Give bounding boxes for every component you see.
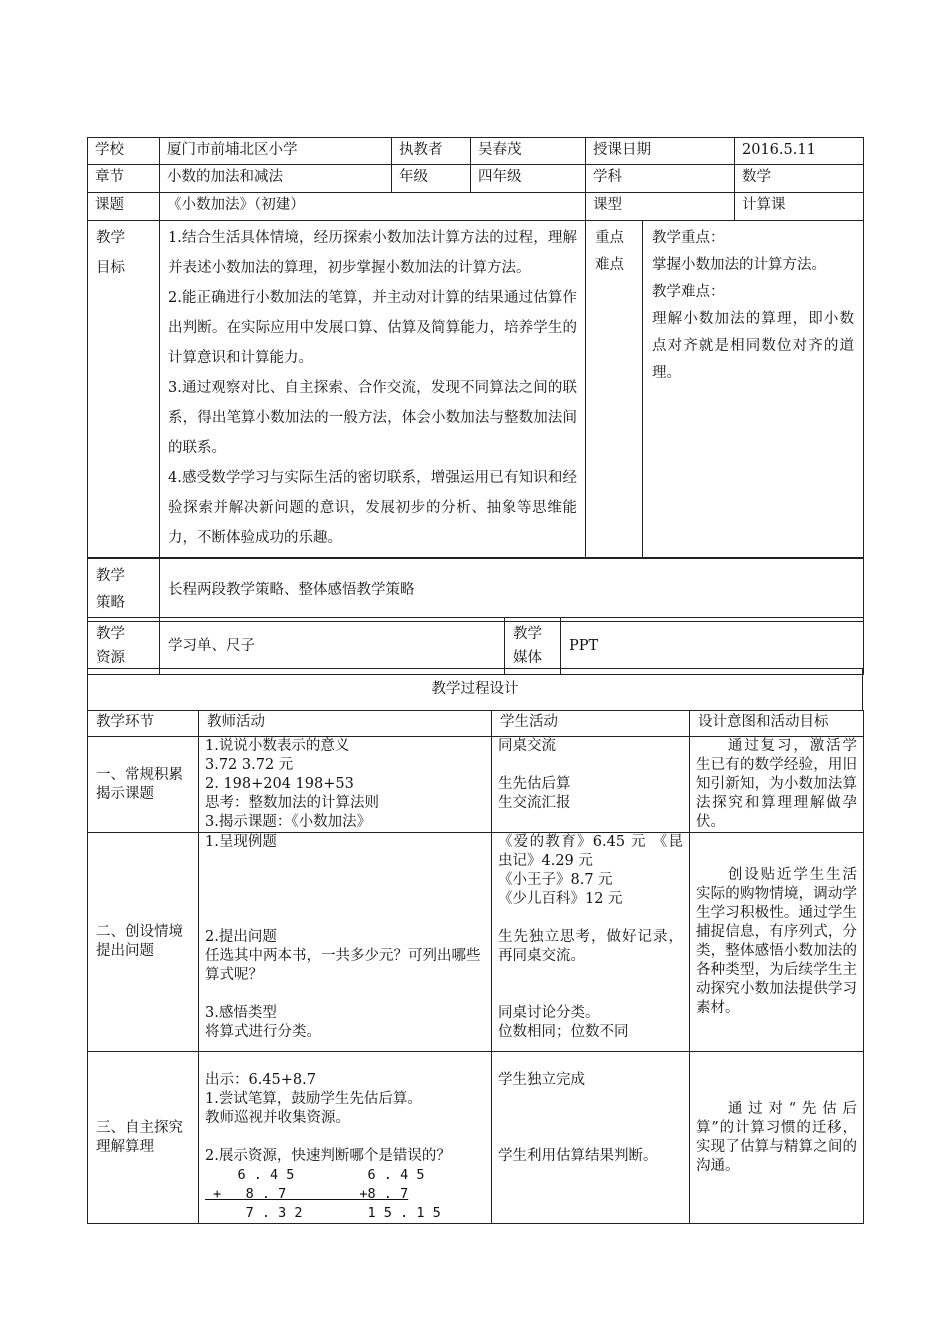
teacher-activity-2: 1.呈现例题 2.提出问题 任选其中两本书，一共多少元？可列出哪些算式呢？ 3.感悟类型 将算式进行分类。 — [199, 833, 492, 1052]
chapter-value: 小数的加法和减法 — [160, 165, 392, 193]
date-value: 2016.5.11 — [735, 138, 864, 165]
keydiff-label: 重点 难点 — [586, 221, 643, 558]
process-title-table — [87, 668, 863, 711]
header-intent: 设计意图和活动目标 — [690, 711, 864, 737]
vertical-calc-line-2: + 8 . 7 +8 . 7 — [205, 1186, 409, 1202]
resources-text: 学习单、尺子 — [160, 618, 505, 675]
grade-label: 年级 — [392, 165, 471, 193]
teacher-activity-3-text: 出示：6.45+8.7 1.尝试笔算，鼓励学生先估后算。 教师巡视并收集资源。 2.展示资源，快速判断哪个是错误的？ — [205, 1072, 451, 1164]
teacher-activity-1: 1.说说小数表示的意义 3.72 3.72 元 2. 198+204 198+53 思考：整数加法的计算法则 3.揭示课题：《小数加法》 — [199, 737, 492, 833]
media-text: PPT — [561, 618, 864, 675]
process-table — [87, 710, 864, 1224]
header-phase: 教学环节 — [88, 711, 199, 737]
media-label: 教学 媒体 — [505, 618, 561, 675]
teacher-label: 执教者 — [392, 138, 471, 165]
strategy-text: 长程两段教学策略、整体感悟教学策略 — [160, 559, 864, 622]
strategy-label: 教学 策略 — [88, 559, 160, 622]
lesson-info-table — [87, 137, 864, 558]
header-student: 学生活动 — [492, 711, 690, 737]
grade-value: 四年级 — [471, 165, 586, 193]
topic-label: 课题 — [88, 193, 160, 221]
subject-label: 学科 — [586, 165, 735, 193]
table-row — [88, 833, 864, 1052]
school-label: 学校 — [88, 138, 160, 165]
process-title: 教学过程设计 — [88, 669, 863, 711]
objectives-text: 1.结合生活具体情境，经历探索小数加法计算方法的过程，理解并表述小数加法的算理，初步掌握小数加法的计算方法。 2.能正确进行小数加法的笔算，并主动对计算的结果通过估算作出判断。在实际应用中发展口算、估算及简算能力，培养学生的计算意识和计算能力。 3.通过观察对比、自主探索、合作交流，发现不同算法之间的联系，得出笔算小数加法的一般方法，体会小数加法与整数加法间的联系。 4.感受数学学习与实际生活的密切联系，增强运用已有知识和经验探索并解决新问题的意识，发展初步的分析、抽象等思维能力，不断体验成功的乐趣。 — [160, 221, 586, 558]
vertical-calc-line-1: 6 . 4 5 6 . 4 5 — [205, 1167, 425, 1183]
student-activity-3: 学生独立完成 学生利用估算结果判断。 — [492, 1052, 690, 1224]
student-activity-2: 《爱的教育》6.45 元 《昆虫记》4.29 元 《小王子》8.7 元 《少儿百科》12 元 生先独立思考，做好记录，再同桌交流。 同桌讨论分类。 位数相同；位数不同 — [492, 833, 690, 1052]
phase-1: 一、常规积累 揭示课题 — [88, 737, 199, 833]
intent-1: 通过复习，激活学生已有的数学经验，用旧知引新知，为小数加法算法探究和算理理解做孕伏。 — [690, 737, 864, 833]
keydiff-text: 教学重点： 掌握小数加法的计算方法。 教学难点： 理解小数加法的算理，即小数点对齐就是相同数位对齐的道理。 — [643, 221, 864, 558]
chapter-label: 章节 — [88, 165, 160, 193]
resources-label: 教学 资源 — [88, 618, 160, 675]
header-teacher: 教师活动 — [199, 711, 492, 737]
table-row — [88, 737, 864, 833]
phase-2: 二、创设情境 提出问题 — [88, 833, 199, 1052]
objectives-label: 教学 目标 — [88, 221, 160, 558]
intent-3: 通过对“先估后算”的计算习惯的迁移，实现了估算与精算之间的沟通。 — [690, 1052, 864, 1224]
teacher-value: 吴春茂 — [471, 138, 586, 165]
table-row — [88, 1052, 864, 1224]
strategy-table — [87, 558, 864, 622]
school-value: 厦门市前埔北区小学 — [160, 138, 392, 165]
date-label: 授课日期 — [586, 138, 735, 165]
vertical-calc-line-3: 7 . 3 2 1 5 . 1 5 — [205, 1205, 441, 1221]
topic-value: 《小数加法》（初建） — [160, 193, 586, 221]
subject-value: 数学 — [735, 165, 864, 193]
phase-3: 三、自主探究 理解算理 — [88, 1052, 199, 1224]
type-value: 计算课 — [735, 193, 864, 221]
student-activity-1: 同桌交流 生先估后算 生交流汇报 — [492, 737, 690, 833]
teacher-activity-3 — [199, 1052, 492, 1224]
resources-table — [87, 617, 864, 675]
type-label: 课型 — [586, 193, 735, 221]
intent-2: 创设贴近学生生活实际的购物情境，调动学生学习积极性。通过学生捕捉信息，有序列式，分类，整体感悟小数加法的各种类型，为后续学生主动探究小数加法提供学习素材。 — [690, 833, 864, 1052]
